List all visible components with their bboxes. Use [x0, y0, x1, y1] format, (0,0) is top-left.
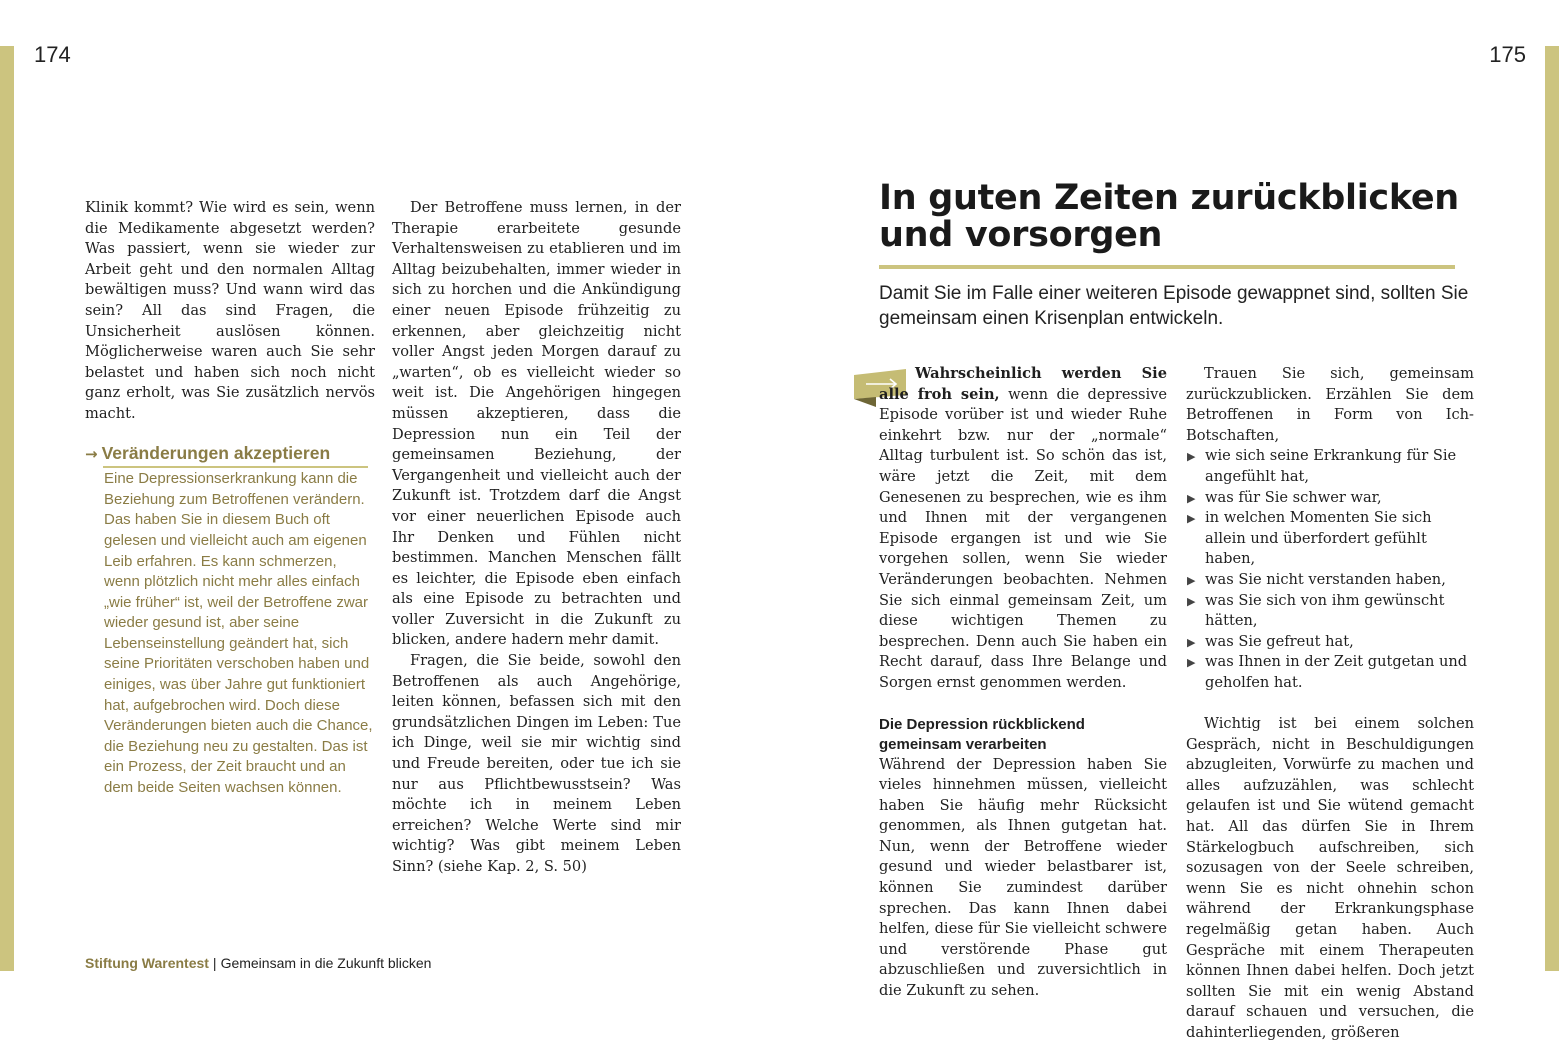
info-box-heading	[85, 443, 375, 465]
arrow-right-icon: →	[85, 444, 98, 463]
list-item: ▶ wie sich seine Erkrankung für Sie angefühlt hat,	[1187, 447, 1457, 485]
left-edge-bar	[0, 46, 14, 971]
chapter-heading-line-2: und vorsorgen	[879, 215, 1163, 255]
footer-brand: Stiftung Warentest	[85, 955, 209, 971]
triangle-bullet-icon: ▶	[1187, 635, 1196, 649]
body-paragraph: Der Betroffene muss lernen, in der Therapie erarbeitete gesunde Verhaltensweisen zu etablieren und im Alltag beizubehalten, immer wieder in sich zu horchen und die Ankündigung einer neuen Episode frühzeitig zu erkennen, aber gleichzeitig nicht voller Angst jeden Morgen darauf zu „warten“, ob es vielleicht wieder so weit ist. Die Angehörigen hingegen müssen akzeptieren, dass die Depression nun ein Teil der gemeinsamen Beziehung, der Vergangenheit und vielleicht auch der Zukunft ist. Trotzdem darf die Angst vor einer neuerlichen Episode auch Ihr Denken und Fühlen nicht bestimmen. Manchen Menschen fällt es leichter, die Episode eben einfach als eine Episode zu betrachten und voller Zuversicht in die Zukunft zu blicken, andere hadern mehr damit.	[392, 199, 681, 649]
body-paragraph: Während der Depression haben Sie vieles hinnehmen müssen, vielleicht haben Sie häufig mehr Rücksicht genommen, als Ihnen gutgetan hat. Nun, wenn der Betroffene wieder gesund und wieder belastbarer ist, können Sie zumindest darüber sprechen. Das kann Ihnen dabei helfen, diese für Sie vielleicht schwere und verstörende Phase gut abzuschließen und zuversichtlich in die Zukunft zu sehen.	[879, 755, 1167, 1000]
body-paragraph: Fragen, die Sie beide, sowohl den Betroffenen als auch Angehörige, leiten können, befassen sich mit den grundsätzlichen Dingen im Leben: Tue ich Dinge, weil sie mir wichtig sind und Freude bereiten, oder tue ich sie nur aus Pflichtbewusstsein? Was möchte ich in meinem Leben erreichen? Welche Werte sind mir wichtig? Was gibt meinem Leben Sinn? (siehe Kap. 2, S. 50)	[392, 652, 681, 875]
info-box-rule	[103, 466, 368, 468]
list-item: ▶ was Sie nicht verstanden haben,	[1186, 570, 1474, 591]
triangle-bullet-icon: ▶	[1187, 573, 1196, 587]
bullet-list	[1186, 446, 1474, 693]
info-box	[85, 443, 375, 799]
right-column-1	[879, 364, 1167, 1002]
sub-heading: Die Depression rückblickend gemeinsam verarbeiten	[879, 715, 1085, 753]
left-column-2	[392, 198, 681, 878]
list-item: ▶ was Ihnen in der Zeit gutgetan und geholfen hat.	[1187, 653, 1468, 691]
left-column-1	[85, 198, 375, 799]
page-number-left: 174	[34, 42, 71, 67]
page-number-right: 175	[1489, 42, 1526, 67]
info-box-title: Veränderungen akzeptieren	[101, 442, 331, 463]
triangle-bullet-icon: ▶	[1187, 512, 1196, 526]
body-paragraph: Wichtig ist bei einem solchen Gespräch, nicht in Beschuldigungen abzugleiten, Vorwürfe zu machen und alles aufzuzählen, was schlecht gelaufen ist und Sie wütend gemacht hat. All das dürfen Sie in Ihrem Stärkelogbuch aufschreiben, sich sozusagen von der Seele schreiben, wenn Sie es nicht ohnehin schon während der Erkrankungsphase regelmäßig getan haben. Auch Gespräche mit einem Therapeuten können Ihnen dabei helfen. Doch jetzt sollten Sie mit ein wenig Abstand darauf schauen und versuchen, die dahinterliegenden, größeren	[1186, 715, 1474, 1041]
lead-bold-text: Wahrscheinlich werden Sie alle froh sein,	[879, 365, 1167, 403]
body-paragraph: Trauen Sie sich, gemeinsam zurückzublicken. Erzählen Sie dem Betroffenen in Form von Ich-Botschaften,	[1186, 365, 1474, 444]
list-item: ▶ was Sie sich von ihm gewünscht hätten,	[1187, 591, 1445, 630]
list-item: ▶ was für Sie schwer war,	[1186, 488, 1474, 509]
footer-separator: |	[212, 955, 217, 971]
lead-paragraph	[879, 364, 1167, 694]
list-item: ▶ in welchen Momenten Sie sich allein und überfordert gefühlt haben,	[1187, 509, 1432, 568]
chapter-heading	[879, 180, 1519, 254]
right-edge-bar	[1545, 46, 1559, 971]
intro-text: Damit Sie im Falle einer weiteren Episode gewappnet sind, sollten Sie gemeinsam einen Krisenplan entwickeln.	[879, 283, 1469, 329]
info-box-text: Eine Depressionserkrankung kann die Beziehung zum Betroffenen verändern. Das haben Sie in diesem Buch oft gelesen und vielleicht auch am eigenen Leib erfahren. Es kann schmerzen, wenn plötzlich nicht mehr alles einfach „wie früher“ ist, weil der Betroffene zwar wieder gesund ist, aber seine Lebenseinstellung geändert hat, sich seine Prioritäten verschoben haben und einiges, was über Jahre gut funktioniert hat, aufgebrochen wird. Doch diese Veränderungen bieten auch die Chance, die Beziehung neu zu gestalten. Das ist ein Prozess, der Zeit braucht und an dem beide Seiten wachsen können.	[104, 470, 373, 797]
heading-rule	[879, 265, 1455, 269]
triangle-bullet-icon: ▶	[1187, 594, 1196, 608]
chapter-heading-line-1: In guten Zeiten zurückblicken	[879, 178, 1459, 218]
right-column-2	[1186, 364, 1474, 1044]
footer	[85, 955, 431, 971]
footer-title: Gemeinsam in die Zukunft blicken	[220, 955, 432, 971]
lead-text: wenn die depressive Episode vorüber ist und wieder Ruhe einkehrt bzw. nur der „normale“ Alltag turbulent ist. So schön das ist, wäre jetzt die Zeit, mit dem Genesenen zu besprechen, wie es ihm und Ihnen mit der vergangenen Episode ergangen ist und wie Sie vorgehen sollen, wenn Sie wieder Veränderungen beobachten. Nehmen Sie sich einmal gemeinsam Zeit, um diese wichtigen Themen zu besprechen. Denn auch Sie haben ein Recht darauf, dass Ihre Belange und Sorgen ernst genommen werden.	[879, 385, 1167, 691]
triangle-bullet-icon: ▶	[1187, 491, 1196, 505]
body-paragraph: Klinik kommt? Wie wird es sein, wenn die Medikamente abgesetzt werden? Was passiert, wenn sie wieder zur Arbeit geht und den normalen Alltag bewältigen muss? Und wann wird das sein? All das sind Fragen, die Unsicherheit auslösen können. Möglicherweise waren auch Sie sehr belastet und haben sich noch nicht ganz erholt, was Sie zusätzlich nervös macht.	[85, 199, 375, 422]
list-item: ▶ was Sie gefreut hat,	[1186, 632, 1474, 653]
triangle-bullet-icon: ▶	[1187, 450, 1196, 464]
triangle-bullet-icon: ▶	[1187, 656, 1196, 670]
